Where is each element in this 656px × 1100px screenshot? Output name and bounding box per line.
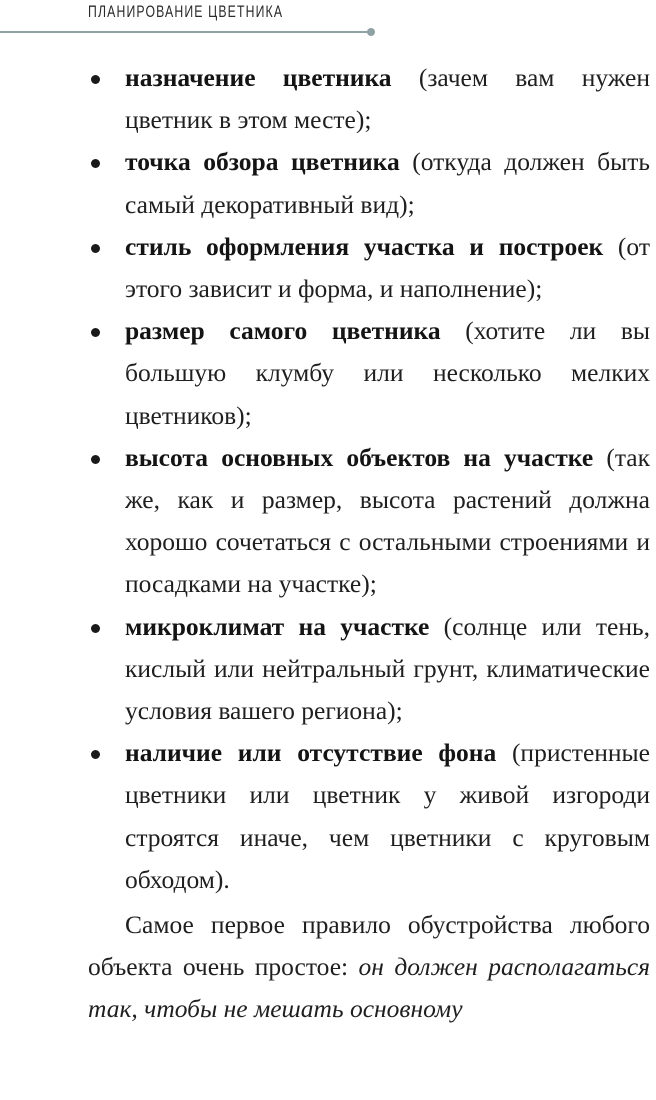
- paragraph-italic-text: он должен располагаться так, чтобы не мешать основному: [88, 952, 650, 1024]
- list-item: [88, 141, 650, 225]
- list-item-term: размер самого цветника: [125, 316, 441, 346]
- list-item-text: (зачем вам нужен цветник в этом месте);: [125, 63, 650, 135]
- list-item-term: микроклимат на участке: [125, 611, 430, 641]
- list-item-text: (хотите ли вы большую клумбу или несколько мелких цветников);: [125, 316, 651, 430]
- header-rule: [0, 31, 370, 33]
- body-paragraph: [88, 901, 650, 1031]
- paragraph-text: Самое первое правило обустройства любого объекта очень простое:: [88, 910, 650, 982]
- list-item-text: (солнце или тень, кислый или нейтральный грунт, климатические условия вашего региона);: [125, 611, 650, 726]
- list-item-text: (так же, как и размер, высота растений должна хорошо сочетаться с остальными строениями и посадками на участке);: [125, 442, 651, 599]
- bullet-icon: [91, 750, 100, 759]
- bullet-icon: [91, 75, 100, 84]
- bullet-icon: [91, 244, 100, 253]
- list-item: [88, 437, 650, 606]
- list-item-text: (пристенные цветники или цветник у живой изгороди строятся иначе, чем цветники с круговым обходом).: [125, 738, 651, 894]
- page-content: [88, 57, 650, 1031]
- list-item: [88, 57, 650, 141]
- list-item-text: (от этого зависит и форма, и наполнение);: [125, 231, 650, 304]
- list-item-term: высота основных объектов на участке: [125, 442, 594, 472]
- list-item: [88, 732, 650, 901]
- list-item-term: назначение цветника: [125, 63, 392, 92]
- bullet-icon: [91, 624, 100, 633]
- list-item: [88, 310, 650, 437]
- bullet-list: [88, 57, 650, 901]
- bullet-icon: [91, 159, 100, 168]
- bullet-icon: [91, 455, 100, 464]
- list-item-term: точка обзора цветника: [125, 147, 400, 177]
- list-item-term: стиль оформления участка и построек: [125, 231, 604, 261]
- header-rule-dot: [367, 28, 375, 36]
- list-item: [88, 226, 650, 310]
- running-head-title: ПЛАНИРОВАНИЕ ЦВЕТНИКА: [88, 2, 284, 21]
- list-item: [88, 606, 650, 733]
- bullet-icon: [91, 328, 100, 337]
- list-item-text: (откуда должен быть самый декоративный вид);: [125, 147, 650, 219]
- list-item-term: наличие или отсутствие фона: [125, 738, 497, 768]
